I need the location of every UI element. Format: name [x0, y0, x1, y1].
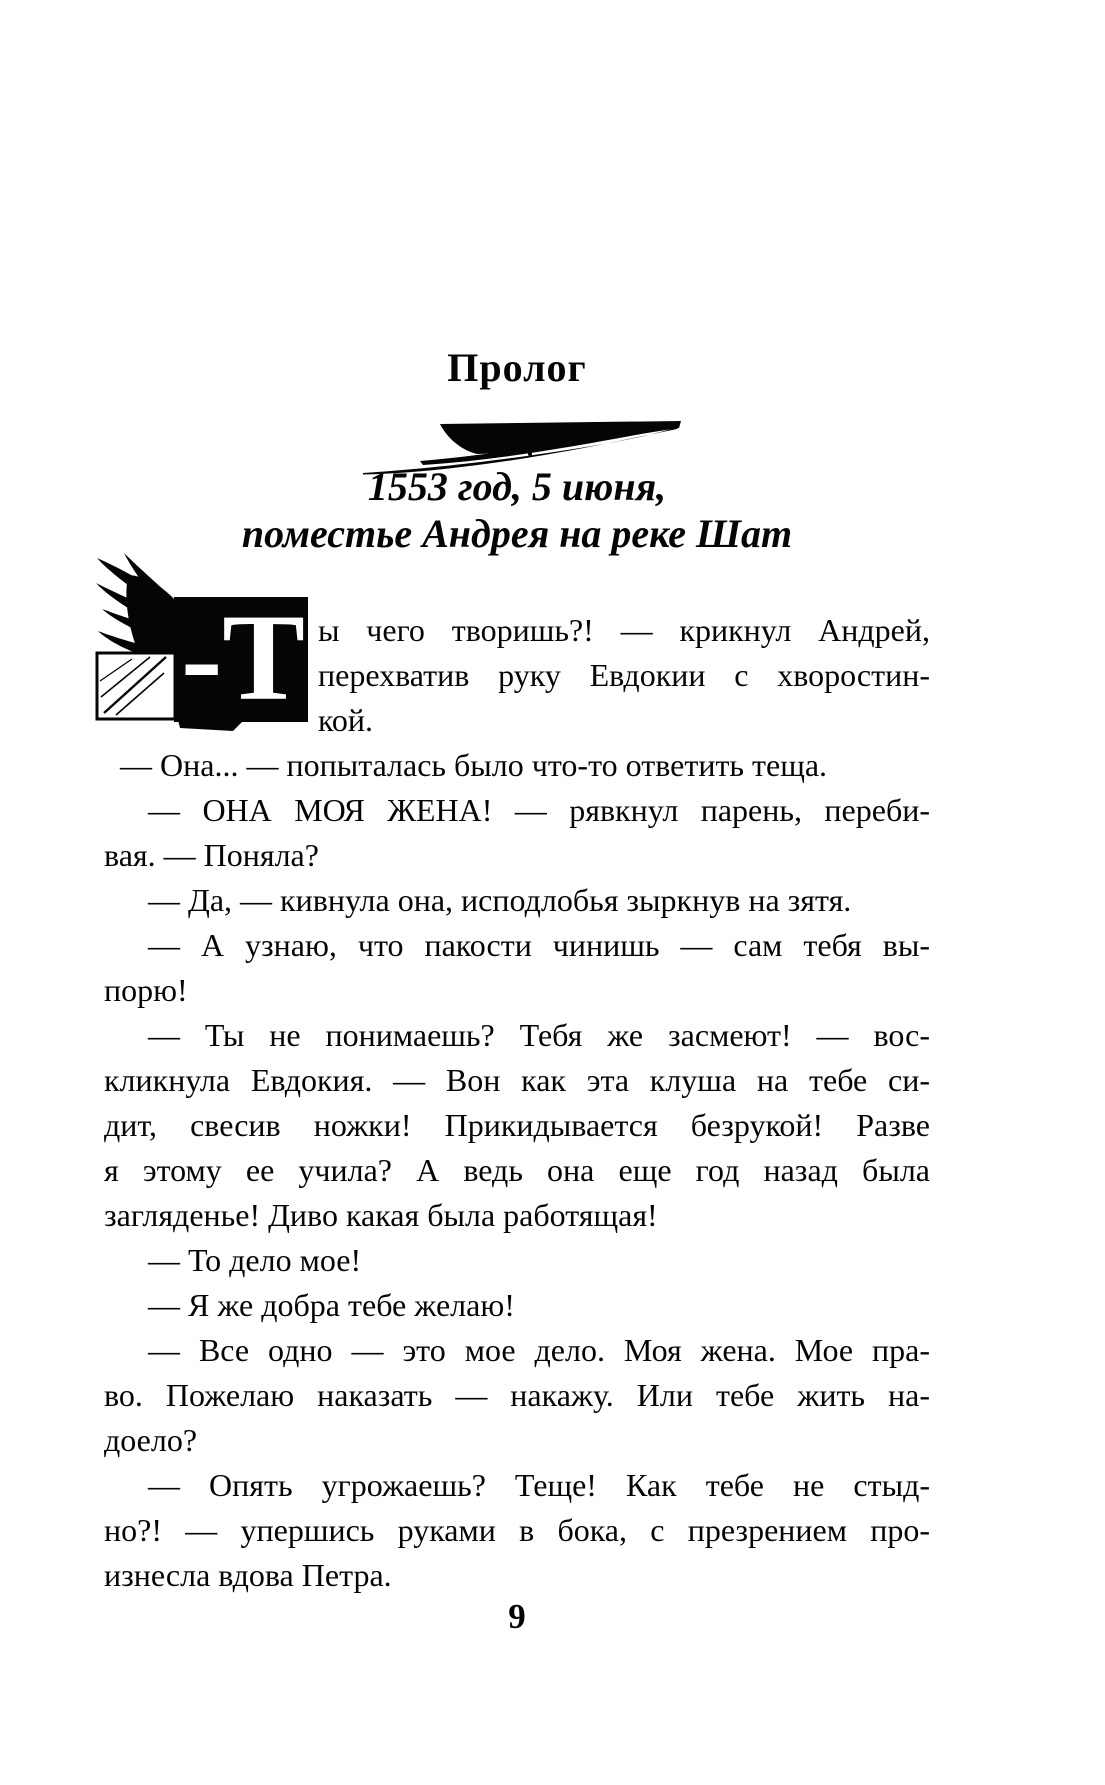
text-line: порю! — [104, 972, 188, 1008]
paragraph — [104, 788, 930, 878]
paragraph — [104, 743, 930, 788]
text-line: дит, свесив ножки! Прикидывается безрукой! Разве — [104, 1107, 930, 1143]
text-line: загляденье! Диво какая была работящая! — [104, 1197, 658, 1233]
text-line: — Да, — кивнула она, исподлобья зыркнув на зятя. — [148, 882, 852, 918]
text-line: перехватив руку Евдокии с хворостин- — [318, 657, 930, 693]
text-line: — Я же добра тебе желаю! — [148, 1287, 515, 1323]
paragraph — [104, 1238, 930, 1283]
paragraph — [104, 878, 930, 923]
text-line: кой. — [318, 702, 374, 738]
text-line: я этому ее учила? А ведь она еще год назад была — [104, 1152, 930, 1188]
paragraph — [104, 1283, 930, 1328]
dateline-line-1: 1553 год, 5 июня, — [367, 464, 667, 509]
body-text — [104, 589, 930, 1598]
dateline-line-2: поместье Андрея на реке Шат — [241, 511, 793, 556]
drop-cap-ornament — [94, 589, 308, 743]
paragraph — [104, 923, 930, 1013]
paragraph — [104, 1013, 930, 1238]
dateline — [104, 463, 930, 557]
text-line: — ОНА МОЯ ЖЕНА! — рявкнул парень, переби- — [148, 792, 930, 828]
text-line: но?! — упершись руками в бока, с презрением про- — [104, 1512, 930, 1548]
paragraph — [104, 1463, 930, 1598]
text-line: ы чего творишь?! — крикнул Андрей, — [318, 612, 930, 648]
paragraph — [104, 1328, 930, 1463]
text-line: во. Пожелаю наказать — накажу. Или тебе жить на- — [104, 1377, 930, 1413]
text-line: доело? — [104, 1422, 198, 1458]
text-line: — Она... — попыталась было что-то ответить теща. — [120, 747, 828, 783]
text-line: — Все одно — это мое дело. Моя жена. Мое пра- — [148, 1332, 930, 1368]
page-number: 9 — [508, 1597, 526, 1636]
text-line: — А узнаю, что пакости чинишь — сам тебя вы- — [148, 927, 930, 963]
drop-cap-flourish-icon — [94, 553, 308, 735]
text-line: изнесла вдова Петра. — [104, 1557, 392, 1593]
drop-cap-letter: -Т — [181, 589, 305, 726]
text-line: — Опять угрожаешь? Теще! Как тебе не стыд- — [148, 1467, 930, 1503]
chapter-title: Пролог — [447, 345, 587, 390]
text-line: — Ты не понимаешь? Тебя же засмеют! — вос- — [148, 1017, 930, 1053]
text-line: — То дело мое! — [148, 1242, 362, 1278]
paragraphs — [104, 608, 930, 1598]
text-line: кликнула Евдокия. — Вон как эта клуша на тебе си- — [104, 1062, 930, 1098]
text-line: вая. — Поняла? — [104, 837, 319, 873]
